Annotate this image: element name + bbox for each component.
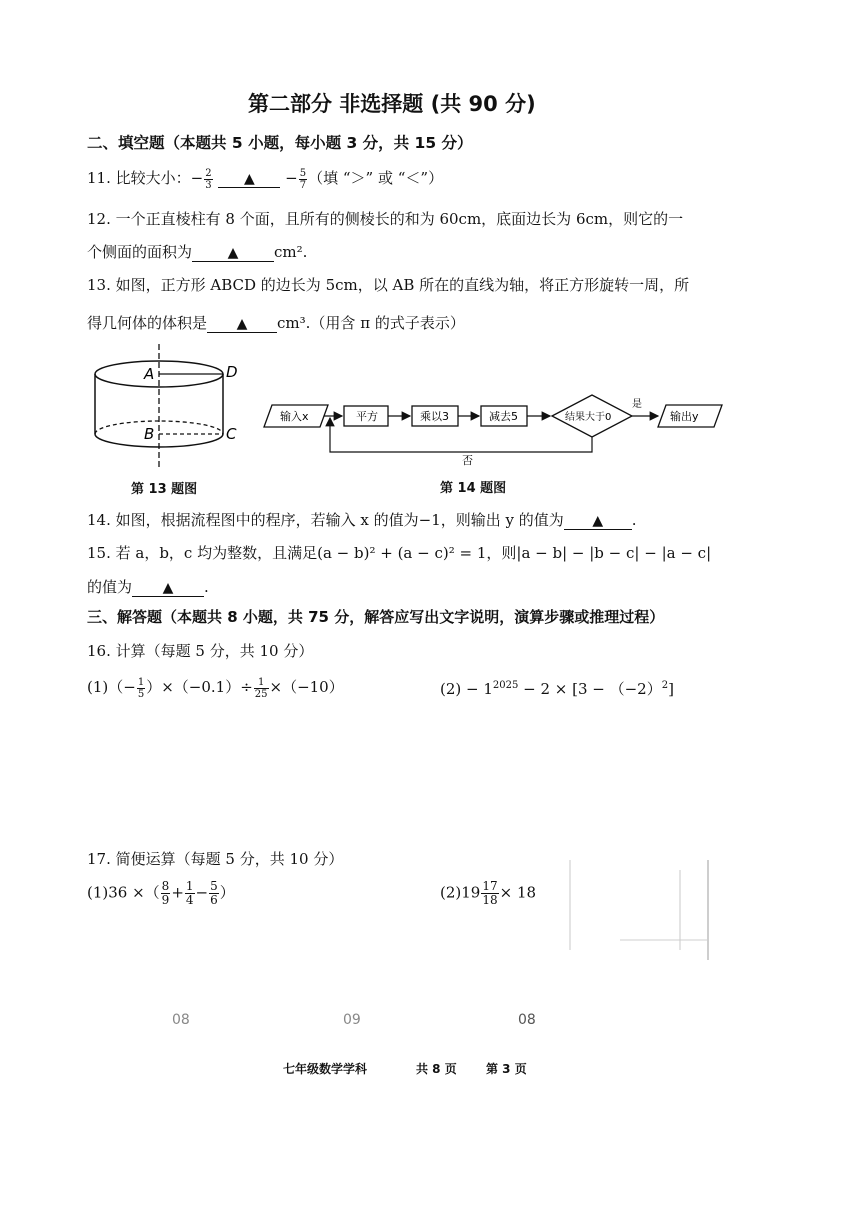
- figure-13-cylinder: [85, 340, 255, 475]
- question-17-part-1: [87, 880, 235, 907]
- bleed-through-text-2: 09: [343, 1012, 361, 1028]
- q11-f1-numerator: 2: [205, 167, 212, 179]
- q16-p2-a: (2) − 1: [440, 680, 493, 698]
- q13-answer-blank: [207, 314, 277, 333]
- q15-answer-blank: [132, 578, 204, 597]
- question-16-part-2: [440, 678, 674, 699]
- q11-answer-blank: [218, 169, 280, 188]
- label-b: B: [144, 425, 155, 443]
- q13-triangle-mark: ▲: [236, 316, 248, 332]
- q13-prefix: 得几何体的体积是: [87, 314, 208, 332]
- figure-13-caption: 第 13 题图: [131, 482, 198, 497]
- q11-f1-denominator: 3: [205, 179, 212, 191]
- q16-p1-f1-numerator: 1: [137, 676, 145, 688]
- q11-f2-numerator: 5: [299, 167, 307, 179]
- question-17-title: 17. 简便运算（每题 5 分，共 10 分）: [87, 850, 344, 868]
- flow-step-subtract-label: 减去5: [489, 410, 518, 423]
- q16-p1-f1-denominator: 5: [137, 688, 145, 700]
- question-12-line-2: [87, 241, 307, 262]
- question-15-line-1: 15. 若 a，b，c 均为整数，且满足(a − b)² + (a − c)² = 1，则|a − b| − |b − c| − |a − c|: [87, 544, 712, 562]
- figure-14-flowchart: [262, 390, 732, 470]
- question-17-part-2: [440, 880, 536, 907]
- flow-yes-label: 是: [632, 399, 642, 410]
- flow-step-multiply-label: 乘以3: [420, 410, 449, 423]
- question-11: [87, 167, 443, 191]
- flow-input-label: 输入x: [280, 410, 309, 423]
- figure-14-caption: 第 14 题图: [440, 481, 507, 496]
- label-d: D: [226, 363, 238, 381]
- q17-p1-a: (1)36 ×（: [87, 883, 160, 902]
- label-a: A: [144, 365, 155, 383]
- bleed-through-lines: [560, 850, 720, 965]
- section-heading-answer: 三、解答题（本题共 8 小题，共 75 分，解答应写出文字说明，演算步骤或推理过程）: [87, 608, 665, 626]
- flow-no-label: 否: [462, 454, 473, 467]
- q11-suffix: （填 “＞” 或 “＜”）: [308, 169, 444, 187]
- q11-minus-2: −: [285, 169, 298, 187]
- q13-unit: cm³.（用含 π 的式子表示）: [277, 314, 465, 332]
- question-13-line-2: [87, 312, 465, 333]
- bleed-through-text-3: 08: [518, 1012, 536, 1028]
- q16-p1-b: ）×（−0.1）÷: [146, 678, 253, 696]
- q14-end: .: [631, 511, 637, 529]
- q15-end: .: [204, 578, 209, 596]
- question-13-line-1: 13. 如图，正方形 ABCD 的边长为 5cm，以 AB 所在的直线为轴，将正方形旋转一周，所: [87, 276, 690, 294]
- q12-triangle-mark: ▲: [227, 245, 239, 261]
- q17-f3-numerator: 5: [210, 879, 218, 893]
- q16-p2-b: − 2 × [3 − （−2）: [518, 680, 662, 698]
- q16-p2-exponent-2: 2: [661, 680, 669, 691]
- q17-p1-fraction-3: [209, 880, 219, 907]
- question-16-part-1: [87, 676, 344, 700]
- page-title: 第二部分 非选择题 (共 90 分): [248, 92, 536, 116]
- q14-triangle-mark: ▲: [592, 513, 604, 529]
- section-heading-fill-in: 二、填空题（本题共 5 小题，每小题 3 分，共 15 分）: [87, 134, 473, 152]
- q16-p1-f2-denominator: 25: [254, 688, 268, 700]
- q17-plus: +: [171, 883, 184, 902]
- footer-subject: 七年级数学学科: [283, 1062, 368, 1076]
- question-16-title: 16. 计算（每题 5 分，共 10 分）: [87, 642, 314, 660]
- label-c: C: [226, 425, 237, 443]
- q17-p2-a: (2)19: [440, 883, 481, 902]
- q16-p1-a: (1)（−: [87, 678, 136, 696]
- q16-p1-fraction-1: [137, 677, 145, 700]
- bleed-through-text-1: 08: [172, 1012, 190, 1028]
- q15-prefix: 的值为: [87, 578, 133, 596]
- flow-output-label: 输出y: [670, 410, 699, 423]
- q11-minus-1: −: [190, 169, 204, 187]
- q11-f2-denominator: 7: [299, 179, 307, 191]
- q14-text: 14. 如图，根据流程图中的程序，若输入 x 的值为−1，则输出 y 的值为: [87, 511, 564, 529]
- footer-total-pages: 共 8 页: [416, 1062, 457, 1076]
- q17-f1-numerator: 8: [161, 879, 170, 893]
- q17-p1-b: ）: [219, 883, 235, 902]
- q17-p1-fraction-2: [185, 880, 195, 907]
- q16-p2-exponent: 2025: [492, 680, 519, 691]
- footer-page-number: 第 3 页: [486, 1062, 527, 1076]
- flow-step-square-label: 平方: [356, 410, 378, 423]
- question-15-line-2: [87, 576, 209, 597]
- q17-f2-numerator: 1: [185, 879, 194, 893]
- q16-p1-c: ×（−10）: [269, 678, 344, 696]
- q17-p2-b: × 18: [499, 883, 537, 902]
- q17-minus: −: [195, 883, 209, 902]
- q16-p2-c: ]: [668, 680, 674, 698]
- q14-answer-blank: [564, 511, 632, 530]
- q16-p1-f2-numerator: 1: [254, 677, 269, 689]
- question-12-line-1: 12. 一个正直棱柱有 8 个面，且所有的侧棱长的和为 60cm，底面边长为 6cm，则它的一: [87, 210, 684, 228]
- flow-loop-no: [330, 418, 592, 452]
- q11-fraction-2: [299, 168, 307, 191]
- q11-fraction-1: [204, 168, 212, 191]
- flow-decision-label: 结果大于0: [565, 412, 612, 423]
- q17-f2-denominator: 4: [185, 893, 194, 907]
- q17-p2-fraction: [481, 880, 498, 907]
- q17-f1-denominator: 9: [161, 893, 170, 907]
- q15-triangle-mark: ▲: [162, 580, 174, 596]
- q12-unit: cm².: [274, 243, 308, 261]
- q11-prefix: 11. 比较大小：: [87, 169, 191, 187]
- q17-p1-fraction-1: [161, 880, 171, 907]
- q16-p1-fraction-2: [254, 677, 269, 700]
- q12-answer-blank: [192, 243, 274, 262]
- q17-f4-numerator: 17: [482, 879, 498, 893]
- q17-f4-denominator: 18: [482, 893, 498, 907]
- q12-prefix: 个侧面的面积为: [87, 243, 193, 261]
- q11-triangle-mark: ▲: [243, 171, 255, 187]
- question-14: [87, 509, 637, 530]
- q17-f3-denominator: 6: [210, 893, 218, 907]
